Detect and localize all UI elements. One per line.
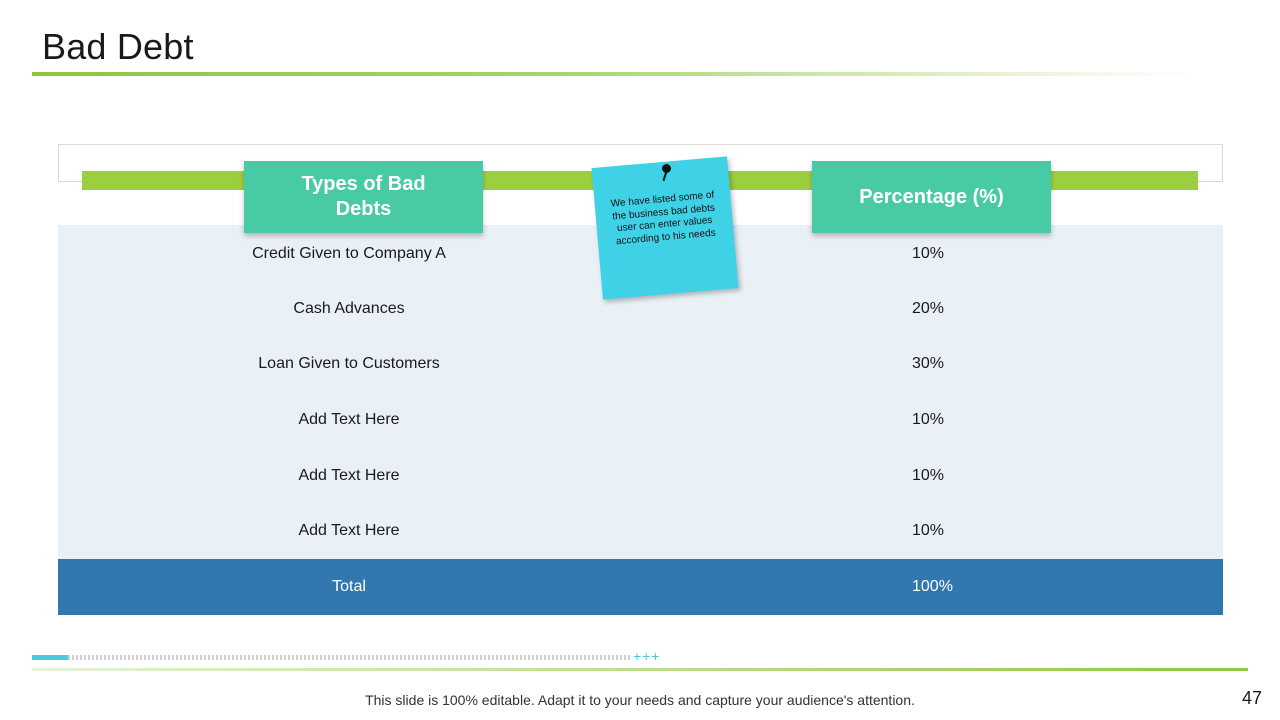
percentage-cell: 30% — [912, 355, 945, 373]
footer-note: This slide is 100% editable. Adapt it to your needs and capture your audience's attention. — [365, 692, 915, 708]
debt-type-cell: Credit Given to Company A — [252, 245, 446, 262]
table-row — [58, 448, 1223, 504]
column-header-percentage-label: Percentage (%) — [859, 185, 1004, 208]
debt-type-cell: Loan Given to Customers — [258, 355, 440, 373]
total-label-cell: Total — [332, 578, 366, 595]
bottom-divider — [32, 668, 1248, 671]
column-header-percentage — [812, 161, 1051, 233]
column-header-types — [244, 161, 483, 233]
table-row — [58, 503, 1223, 559]
percentage-cell: 10% — [912, 522, 945, 540]
percentage-cell: 10% — [912, 466, 945, 484]
debt-type-cell: Add Text Here — [298, 466, 400, 484]
title-underline — [32, 72, 1197, 76]
total-row — [58, 559, 1223, 615]
table-row — [58, 336, 1223, 392]
debt-type-cell: Add Text Here — [298, 410, 400, 428]
column-header-types-label: Types of Bad Debts — [301, 173, 426, 220]
debt-type-cell: Add Text Here — [298, 522, 400, 540]
plus-icons: +++ — [633, 648, 661, 664]
sticky-note-text: We have listed some of the business bad debts user can enter values according to his needs — [610, 189, 717, 247]
progress-track — [32, 655, 630, 660]
table-row — [58, 392, 1223, 448]
page-number: 47 — [1241, 688, 1262, 708]
slide-title: Bad Debt — [42, 26, 194, 67]
progress-fill — [32, 655, 68, 660]
percentage-cell: 20% — [912, 299, 945, 317]
percentage-cell: 10% — [912, 245, 945, 262]
percentage-cell: 10% — [912, 410, 945, 428]
pushpin-icon — [662, 164, 671, 173]
debt-type-cell: Cash Advances — [293, 299, 405, 317]
total-value-cell: 100% — [912, 578, 953, 595]
